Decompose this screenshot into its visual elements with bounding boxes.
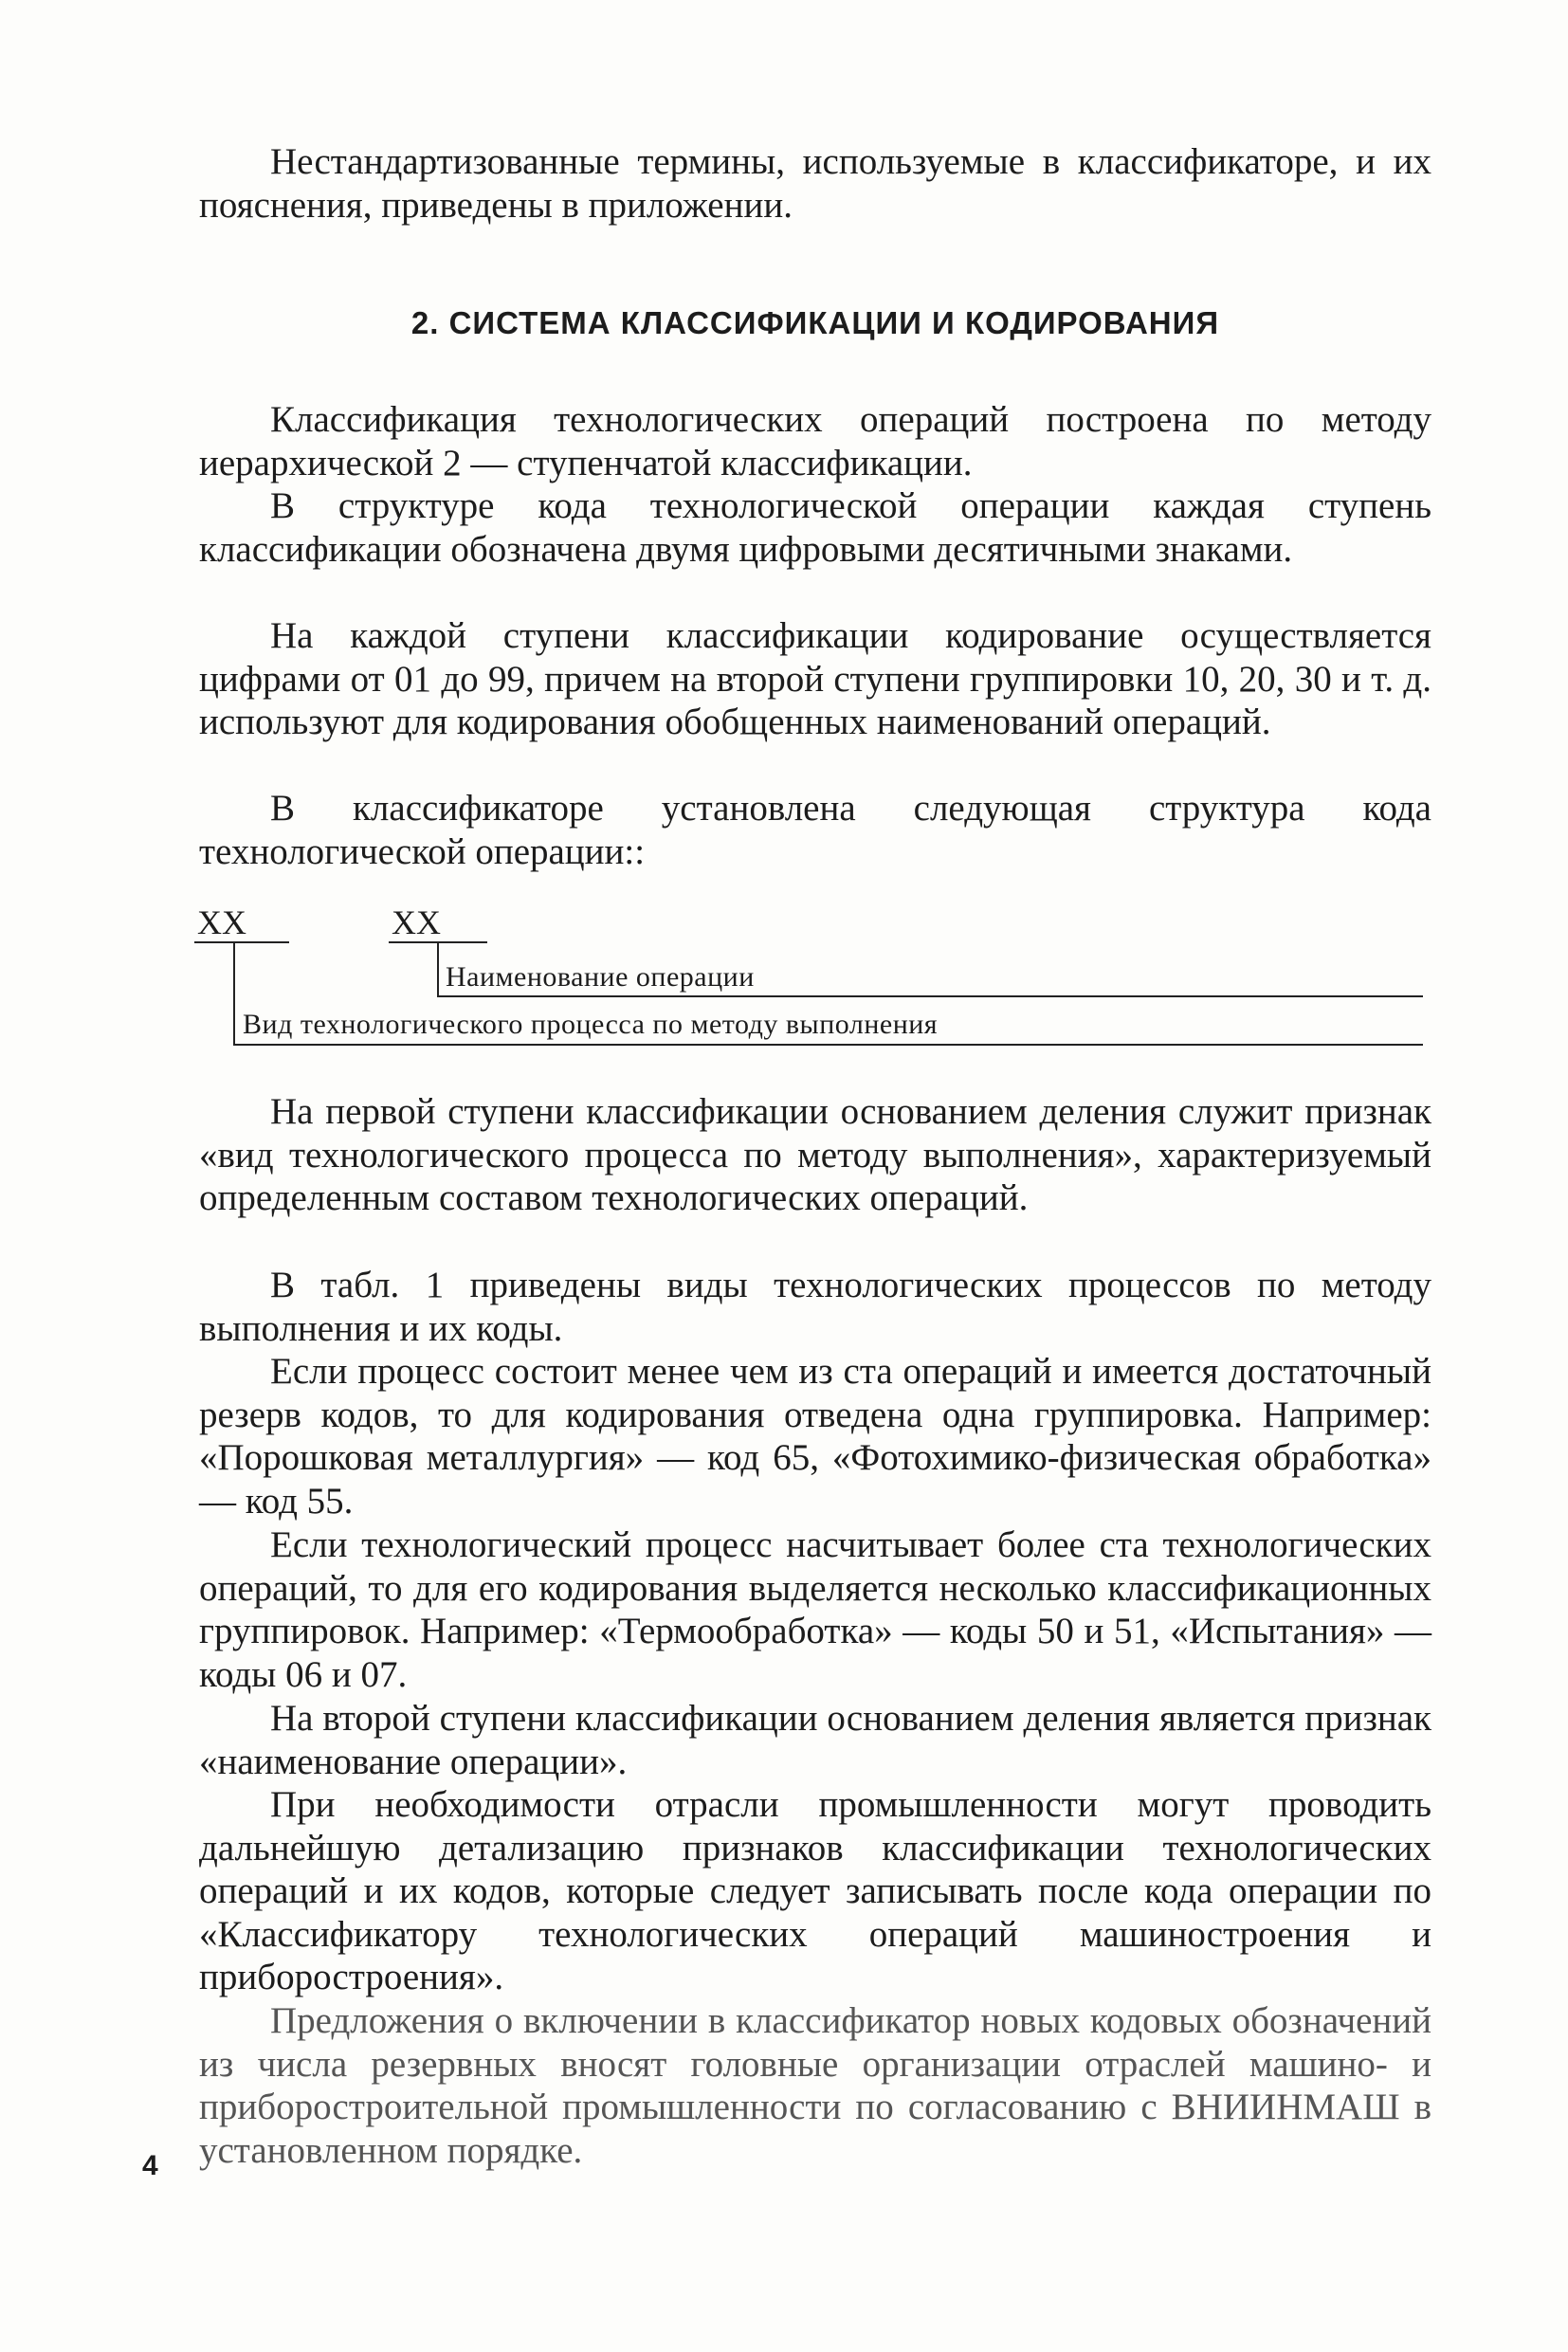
- operation-label-line: [437, 995, 1423, 997]
- code-first-level: XX: [197, 903, 246, 941]
- paragraph-single-grouping: Если процесс состоит менее чем из ста операций и имеется достаточный резерв кодов, то для кодирования отведена одна группировка. Например: «Порошковая металлургия» — код 65, «Фотохимико-физическая обработка» — код 55.: [199, 1351, 1431, 1522]
- paragraph-first-level: На первой ступени классификации основанием деления служит признак «вид технологического процесса по методу выполнения», характеризуемый определенным составом технологических операций.: [199, 1091, 1431, 1218]
- process-label-line: [233, 1044, 1423, 1046]
- code1-underline: [194, 941, 289, 943]
- paragraph-new-codes-proposals: Предложения о включении в классификатор новых кодовых обозначений из числа резервных вносят головные организации отраслей машино- и приборостроительной промышленности по согласованию с ВНИИНМАШ в установленном порядке.: [199, 2000, 1431, 2171]
- paragraph-second-level: На второй ступени классификации основанием деления является признак «наименование операции».: [199, 1698, 1431, 1782]
- code2-leader: [437, 943, 439, 996]
- label-process-type: Вид технологического процесса по методу выполнения: [243, 1009, 939, 1040]
- paragraph-table-reference: В табл. 1 приведены виды технологических процессов по методу выполнения и их коды.: [199, 1265, 1431, 1349]
- section-heading: 2. СИСТЕМА КЛАССИФИКАЦИИ И КОДИРОВАНИЯ: [410, 305, 1220, 340]
- paragraph-classification-method: Классификация технологических операций построена по методу иерархической 2 — ступенчатой классификации.: [199, 399, 1431, 483]
- code-second-level: XX: [392, 903, 441, 941]
- paragraph-code-structure: В структуре кода технологической операции каждая ступень классификации обозначена двумя цифровыми десятичными знаками.: [199, 485, 1431, 570]
- paragraph-coding-digits: На каждой ступени классификации кодирование осуществляется цифрами от 01 до 99, причем на второй ступени группировки 10, 20, 30 и т. д. используют для кодирования обобщенных наименований операций.: [199, 615, 1431, 742]
- paragraph-structure-intro: В классификаторе установлена следующая структура кода технологической операции::: [199, 788, 1431, 872]
- paragraph-industry-detailing: При необходимости отрасли промышленности могут проводить дальнейшую детализацию признаков классификации технологических операций и их кодов, которые следует записывать после кода операции по «Классификатору технологических операций машиностроения и приборостроения».: [199, 1784, 1431, 1997]
- code1-leader: [233, 943, 235, 1044]
- label-operation-name: Наименование операции: [446, 961, 755, 993]
- intro-paragraph: Нестандартизованные термины, используемые в классификаторе, и их пояснения, приведены в приложении.: [199, 141, 1431, 226]
- page-number: 4: [142, 2150, 158, 2181]
- paragraph-multiple-groupings: Если технологический процесс насчитывает более ста технологических операций, то для его кодирования выделяется несколько классификационных группировок. Например: «Термообработка» — коды 50 и 51, «Испытания» — коды 06 и 07.: [199, 1524, 1431, 1695]
